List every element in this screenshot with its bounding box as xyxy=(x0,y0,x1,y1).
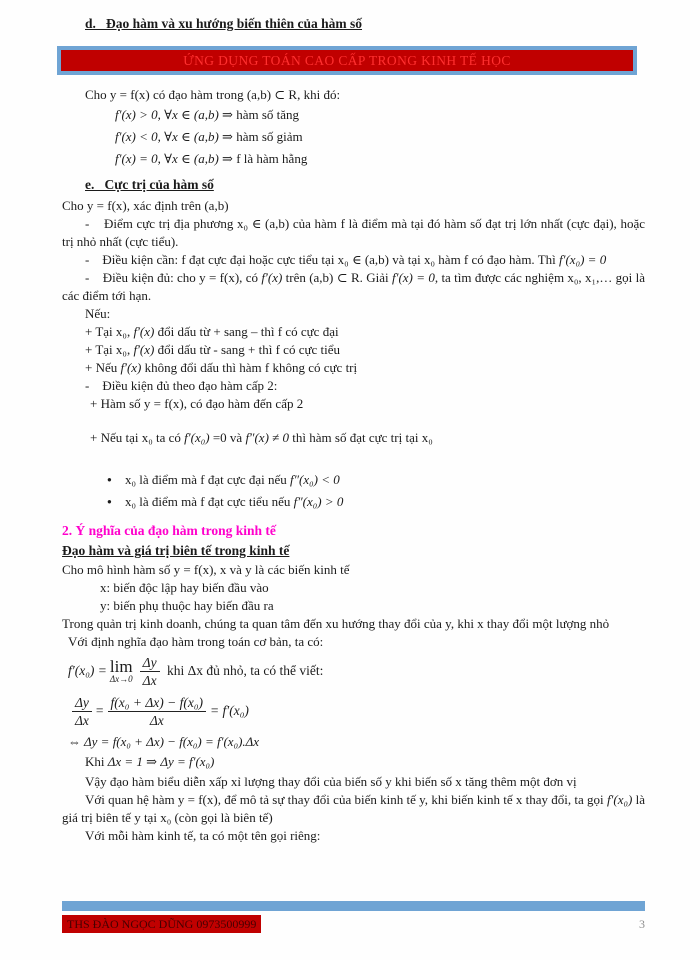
text-segment: Với định nghĩa đạo hàm trong toán cơ bản, ta có: xyxy=(68,634,324,649)
math-segment: = f′(x₀) xyxy=(210,703,249,718)
text-line xyxy=(85,323,645,341)
text-line xyxy=(68,633,645,651)
fraction-difference xyxy=(108,694,207,729)
text-segment: x: biến độc lập hay biến đầu vào xyxy=(100,580,269,595)
section-d-intro xyxy=(85,86,645,104)
fraction-numerator: Δy xyxy=(140,654,160,672)
text-line xyxy=(115,148,645,170)
text-segment: + Tại x₀, xyxy=(85,324,134,339)
equals-sign: = xyxy=(95,703,104,718)
course-banner xyxy=(57,46,637,75)
author-badge: THS ĐÀO NGỌC DŨNG 0973500999 xyxy=(62,915,261,933)
text-segment: , ta tìm được các nghiệm x₀, x₁,… gọi là các điểm tới hạn. xyxy=(62,270,646,303)
text-segment: không đổi dấu thì hàm f không có cực trị xyxy=(141,360,358,375)
text-line xyxy=(62,791,645,827)
text-line xyxy=(85,773,645,791)
text-line xyxy=(90,395,645,413)
math-segment: f′(x) < 0, ∀x ∈ (a,b) ⇒ xyxy=(115,129,237,144)
bullet-text xyxy=(125,491,343,513)
text-line xyxy=(62,197,645,215)
bullet-dot-icon: ● xyxy=(107,497,112,506)
formula-delta-y xyxy=(68,731,645,753)
bullet-item xyxy=(107,469,645,491)
text-segment: đổi dấu từ + sang – thì f có cực đại xyxy=(154,324,339,339)
fraction-dy-dx xyxy=(140,654,160,689)
lim-subscript: Δx→0 xyxy=(109,673,133,684)
section-2-body-bottom xyxy=(62,753,645,845)
math-segment: f′(x) xyxy=(133,342,155,357)
fraction-numerator: f(x₀ + Δx) − f(x₀) xyxy=(108,694,207,712)
text-segment: Khi xyxy=(85,754,108,769)
course-banner-text: ỨNG DỤNG TOÁN CAO CẤP TRONG KINH TẾ HỌC xyxy=(183,53,511,68)
text-segment: + Hàm số y = f(x), có đạo hàm đến cấp 2 xyxy=(90,396,304,411)
text-segment: Cho y = f(x) có đạo hàm trong (a,b) ⊂ R, khi đó: xyxy=(85,87,341,102)
text-segment: là giá trị biên tế y tại x₀ (còn gọi là biên tế) xyxy=(62,792,645,825)
text-segment: - Điều kiện cần: f đạt cực đại hoặc cực tiểu tại x₀ ∈ (a,b) và tại x₀ hàm f có đạo hàm. Thì xyxy=(85,252,560,267)
math-segment: f′(x) = 0 xyxy=(391,270,435,285)
section-e-body xyxy=(62,197,645,513)
fraction-denominator: Δx xyxy=(75,712,89,728)
math-segment: f″(x₀) > 0 xyxy=(293,494,344,509)
math-segment: f′(x₀) xyxy=(606,792,633,807)
text-line xyxy=(85,827,645,845)
text-segment: Nếu: xyxy=(85,306,111,321)
text-segment: thì hàm số đạt cực trị tại x₀ xyxy=(289,430,433,445)
text-segment: - Điều kiện đủ theo đạo hàm cấp 2: xyxy=(85,378,278,393)
text-segment: f là hàm hằng xyxy=(236,151,308,166)
bullet-dot-icon: ● xyxy=(107,475,112,484)
text-line xyxy=(85,305,645,323)
math-segment: f′(x₀) = 0 xyxy=(559,252,607,267)
text-segment: hàm số giảm xyxy=(236,129,303,144)
text-segment: Với quan hệ hàm y = f(x), để mô tả sự thay đổi của biến kinh tế y, khi biến kinh tế x thay đổi, ta gọi xyxy=(85,792,607,807)
text-line xyxy=(85,753,645,771)
text-line xyxy=(85,377,645,395)
math-segment: f″(x) ≠ 0 xyxy=(245,430,290,445)
bullet-item xyxy=(107,491,645,513)
text-line xyxy=(100,579,645,597)
fraction-denominator: Δx xyxy=(149,712,164,728)
footer-divider-bar xyxy=(62,901,645,911)
text-segment: - Điều kiện đủ: cho y = f(x), có xyxy=(85,270,262,285)
text-line xyxy=(115,104,645,126)
text-segment: hàm số tăng xyxy=(236,107,300,122)
text-segment: Với mỗi hàm kinh tế, ta có một tên gọi riêng: xyxy=(85,828,321,843)
section-2-body-top xyxy=(62,561,645,651)
text-segment: khi Δx đủ nhỏ, ta có thể viết: xyxy=(163,663,324,678)
text-segment: + Nếu xyxy=(85,360,121,375)
math-segment: f′(x₀) xyxy=(184,430,210,445)
marginal-value-heading: Đạo hàm và giá trị biên tế trong kinh tế xyxy=(62,543,290,558)
text-line xyxy=(62,251,645,269)
page-footer xyxy=(62,915,645,933)
math-segment: f″(x₀) < 0 xyxy=(290,472,340,487)
text-segment: + Nếu tại x₀ ta có xyxy=(90,430,185,445)
text-line xyxy=(85,341,645,359)
text-segment: đổi dấu từ - sang + thì f có cực tiểu xyxy=(154,342,341,357)
text-line xyxy=(62,561,645,579)
fraction-dy-dx xyxy=(72,694,92,729)
text-segment: Cho mô hình hàm số y = f(x), x và y là các biến kinh tế xyxy=(62,562,350,577)
text-segment: trên (a,b) ⊂ R. Giải xyxy=(282,270,392,285)
text-line xyxy=(62,269,645,305)
text-segment: Trong quản trị kinh doanh, chúng ta quan tâm đến xu hướng thay đổi của y, khi x thay đổi một lượng nhỏ xyxy=(62,616,610,631)
bullet-text xyxy=(125,469,340,491)
text-segment: Cho y = f(x), xác định trên (a,b) xyxy=(62,198,229,213)
math-segment: f′(x) = 0, ∀x ∈ (a,b) ⇒ xyxy=(115,151,237,166)
math-segment: f′(x) xyxy=(261,270,283,285)
section-d-heading: d. Đạo hàm và xu hướng biến thiên của hàm số xyxy=(85,16,363,31)
text-line xyxy=(62,615,645,633)
math-segment: f′(x) > 0, ∀x ∈ (a,b) ⇒ xyxy=(115,107,237,122)
text-line xyxy=(85,359,645,377)
limit-operator xyxy=(109,656,133,684)
page-number: 3 xyxy=(639,917,645,931)
math-segment: f′(x) xyxy=(120,360,142,375)
text-line xyxy=(62,215,645,251)
formula-derivative-limit xyxy=(68,651,645,691)
fraction-denominator: Δx xyxy=(142,672,157,688)
text-segment: =0 và xyxy=(209,430,246,445)
text-segment: y: biến phụ thuộc hay biến đầu ra xyxy=(100,598,274,613)
text-segment: Vậy đạo hàm biểu diễn xấp xỉ lượng thay đổi của biến số y khi biến số x tăng thêm một đơn vị xyxy=(85,774,577,789)
text-segment: x₀ là điểm mà f đạt cực đại nếu xyxy=(125,472,290,487)
math-segment: ⇔ Δy = f(x₀ + Δx) − f(x₀) = f′(x₀).Δx xyxy=(68,734,260,749)
section-d-rules xyxy=(62,104,645,170)
text-line xyxy=(100,597,645,615)
text-segment: + Tại x₀, xyxy=(85,342,134,357)
formula-difference-quotient xyxy=(68,691,645,731)
math-segment: f′(x) xyxy=(133,324,155,339)
section-e-heading: e. Cực trị của hàm số xyxy=(85,177,214,192)
math-segment: Δx = 1 ⇒ Δy = f′(x₀) xyxy=(107,754,215,769)
lim-label: lim xyxy=(109,656,133,676)
section-2-heading: 2. Ý nghĩa của đạo hàm trong kinh tế xyxy=(62,523,276,538)
fraction-numerator: Δy xyxy=(72,694,92,712)
text-segment: x₀ là điểm mà f đạt cực tiểu nếu xyxy=(125,494,294,509)
text-line xyxy=(115,126,645,148)
text-segment: - Điểm cực trị địa phương x₀ ∈ (a,b) của hàm f là điểm mà tại đó hàm số đạt trị lớn nhất (cực đại), hoặc trị nhỏ nhất (cực tiểu). xyxy=(62,216,645,249)
math-segment: f′(x₀) = xyxy=(68,663,107,678)
text-line xyxy=(90,429,645,447)
